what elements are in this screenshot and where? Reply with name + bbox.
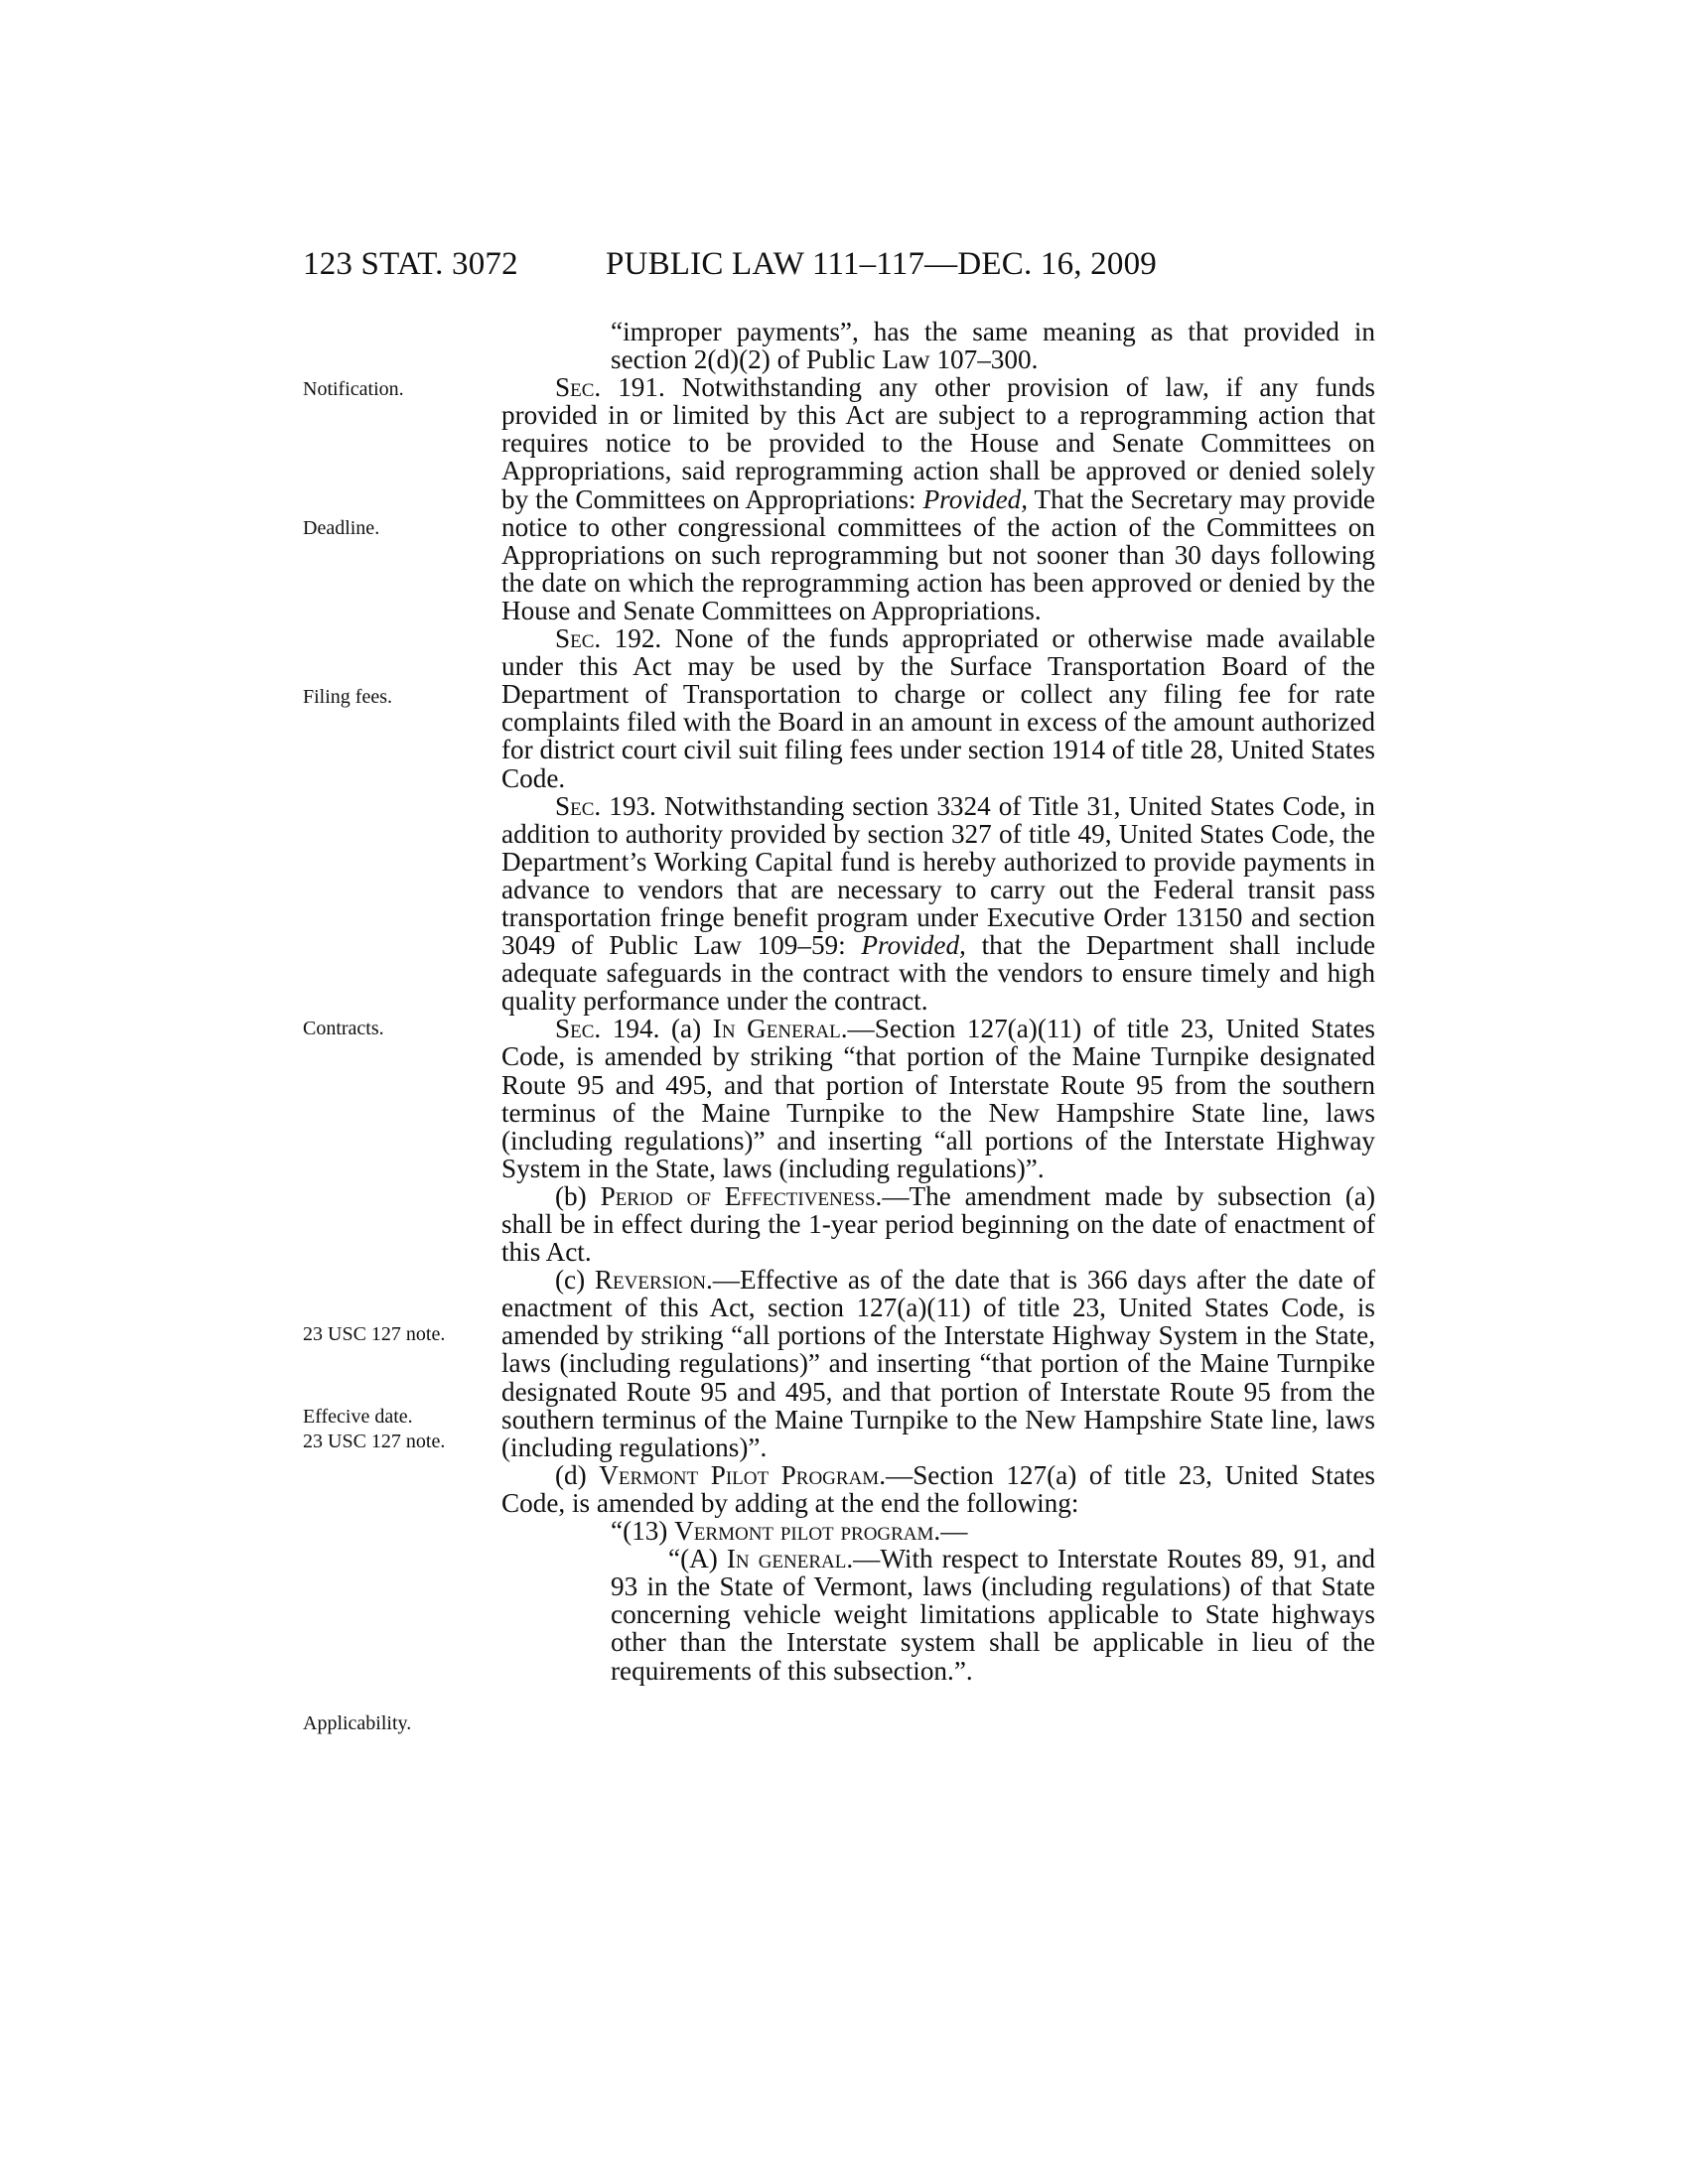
subparagraph-a: “(A) In general.—With respect to Interstate Routes 89, 91, and 93 in the State of Vermont, laws (including regulations) of that State concerning vehicle weight limitations applicable to State highways other than the Interstate system shall be applicable in lieu of the requirements of this subsection.”. xyxy=(611,1544,1375,1686)
page-header-title: PUBLIC LAW 111–117—DEC. 16, 2009 xyxy=(606,246,1157,282)
provided-term: Provided, xyxy=(861,930,966,961)
margin-note-effective-date: Effecive date. xyxy=(303,1406,413,1428)
paragraph-improper-payments: “improper payments”, has the same meaning as that provided in section 2(d)(2) of Public Law 107–300. xyxy=(611,317,1375,375)
subparagraph-heading: In general. xyxy=(726,1544,854,1574)
margin-note-usc-127-note: 23 USC 127 note. xyxy=(303,1323,446,1345)
section-191: Sec. 191. Notwithstanding any other provision of law, if any funds provided in or limited by this Act are subject to a reprogramming action that requires notice to be provided to the House and Senate Committees on Appropriations, said reprogramming action shall be approved or denied solely by the Committees on Appropriations: Provided, That the Secretary may provide notice to other congressional committees of the action of the Committees on Appropriations on such reprogramming but not sooner than 30 days following the date on which the reprogramming action has been approved or denied by the House and Senate Committees on Appropriations. xyxy=(501,372,1376,625)
margin-note-applicability: Applicability. xyxy=(303,1712,412,1734)
section-192-label: Sec. 192. xyxy=(555,623,662,654)
section-194-label: Sec. 194. xyxy=(555,1014,660,1044)
margin-note-notification: Notification. xyxy=(303,378,404,400)
document-body xyxy=(501,318,1375,1685)
subsection-c: (c) Reversion.—Effective as of the date that is 366 days after the date of enactment of this Act, section 127(a)(11) of title 23, United States Code, is amended by striking “all portions of the Interstate Highway System in the State, laws (including regulations)” and inserting “that portion of the Maine Turnpike designated Route 95 and 495, and that portion of Interstate Route 95 from the southern terminus of the Maine Turnpike to the New Hampshire State line, laws (including regulations)”. xyxy=(501,1265,1376,1462)
paragraph-13: “(13) Vermont pilot program.— xyxy=(611,1516,968,1547)
section-193: Sec. 193. Notwithstanding section 3324 of Title 31, United States Code, in addition to authority provided by section 327 of title 49, United States Code, the Department’s Working Capital fund is hereby authorized to provide payments in advance to vendors that are necessary to carry out the Federal transit pass transportation fringe benefit program under Executive Order 13150 and section 3049 of Public Law 109–59: Provided, that the Department shall include adequate safeguards in the contract with the vendors to ensure timely and high quality performance under the contract. xyxy=(501,790,1376,1017)
margin-note-usc-127-note-2: 23 USC 127 note. xyxy=(303,1431,446,1452)
section-193-label: Sec. 193. xyxy=(555,790,656,821)
margin-note-contracts: Contracts. xyxy=(303,1018,384,1039)
subsection-heading: In General. xyxy=(712,1014,848,1044)
subsection-heading: Vermont Pilot Program. xyxy=(599,1459,886,1490)
paragraph-heading: Vermont pilot program. xyxy=(674,1516,941,1547)
subsection-heading: Reversion. xyxy=(594,1265,713,1296)
subsection-b: (b) Period of Effectiveness.—The amendment made by subsection (a) shall be in effect during the 1-year period beginning on the date of enactment of this Act. xyxy=(501,1180,1375,1268)
section-191-label: Sec. 191. xyxy=(555,372,665,403)
section-194-a: Sec. 194. (a) In General.—Section 127(a)(11) of title 23, United States Code, is amended by striking “that portion of the Maine Turnpike designated Route 95 and 495, and that portion of Interstate Route 95 from the southern terminus of the Maine Turnpike to the New Hampshire State line, laws (including regulations)” and inserting “all portions of the Interstate Highway System in the State, laws (including regulations)”. xyxy=(501,1014,1376,1183)
margin-note-filing-fees: Filing fees. xyxy=(303,686,392,708)
section-192: Sec. 192. None of the funds appropriated or otherwise made available under this Act may be used by the Surface Transportation Board of the Department of Transportation to charge or collect any filing fee for rate complaints filed with the Board in an amount in excess of the amount authorized for district court civil suit filing fees under section 1914 of title 28, United States Code. xyxy=(501,623,1376,793)
page-reference: 123 STAT. 3072 xyxy=(303,246,518,282)
subsection-d: (d) Vermont Pilot Program.—Section 127(a) of title 23, United States Code, is amended by adding at the end the following: xyxy=(501,1459,1376,1518)
provided-term: Provided, xyxy=(922,483,1029,514)
subsection-heading: Period of Effectiveness. xyxy=(600,1180,883,1211)
margin-note-deadline: Deadline. xyxy=(303,517,380,539)
